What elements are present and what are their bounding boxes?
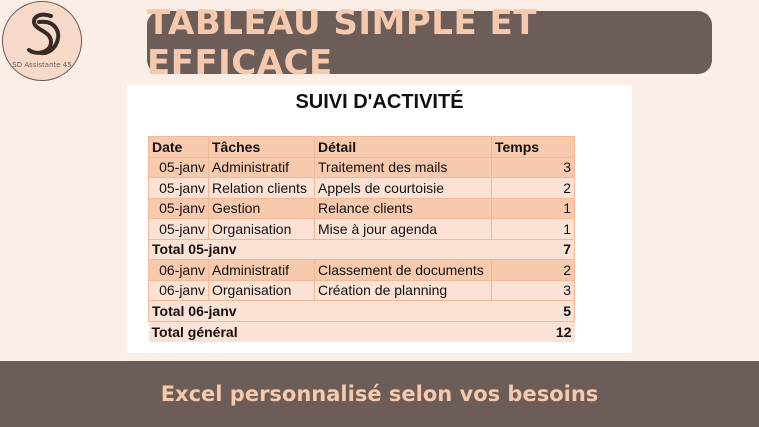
cell-detail: Traitement des mails — [315, 157, 492, 178]
cell-detail: Relance clients — [315, 198, 492, 219]
grand-total-row — [149, 321, 575, 342]
cell-date: 06-janv — [149, 280, 209, 301]
cell-detail: Mise à jour agenda — [315, 219, 492, 240]
cell-tache: Gestion — [209, 198, 315, 219]
cell-tache: Relation clients — [209, 178, 315, 199]
cell-tache: Administratif — [209, 157, 315, 178]
cell-tache: Administratif — [209, 260, 315, 281]
logo-text: SD Assistante 45 — [12, 61, 72, 69]
subtotal-label: Total 05-janv — [149, 239, 492, 260]
cell-date: 06-janv — [149, 260, 209, 281]
cell-detail: Classement de documents — [315, 260, 492, 281]
cell-temps: 1 — [492, 198, 575, 219]
cell-date: 05-janv — [149, 157, 209, 178]
cell-temps: 2 — [492, 260, 575, 281]
cell-tache: Organisation — [209, 219, 315, 240]
table-row — [149, 157, 575, 178]
footer-banner — [0, 361, 759, 427]
table-header-row — [149, 137, 575, 158]
logo — [2, 1, 82, 81]
table-row — [149, 198, 575, 219]
sd-monogram-logo-icon — [21, 10, 65, 60]
header-detail: Détail — [315, 137, 492, 158]
table-row — [149, 280, 575, 301]
subtotal-label: Total 06-janv — [149, 301, 492, 322]
table-row — [149, 260, 575, 281]
subtotal-row — [149, 301, 575, 322]
page-title: TABLEAU SIMPLE ET EFFICACE — [147, 2, 537, 83]
subtotal-value: 7 — [492, 239, 575, 260]
cell-temps: 1 — [492, 219, 575, 240]
grand-total-value: 12 — [492, 321, 575, 342]
footer-text: Excel personnalisé selon vos besoins — [160, 382, 599, 406]
cell-temps: 2 — [492, 178, 575, 199]
cell-temps: 3 — [492, 280, 575, 301]
cell-date: 05-janv — [149, 178, 209, 199]
cell-date: 05-janv — [149, 198, 209, 219]
subtotal-row — [149, 239, 575, 260]
header-taches: Tâches — [209, 137, 315, 158]
cell-detail: Création de planning — [315, 280, 492, 301]
header-date: Date — [149, 137, 209, 158]
table-row — [149, 219, 575, 240]
header-temps: Temps — [492, 137, 575, 158]
cell-tache: Organisation — [209, 280, 315, 301]
subtotal-value: 5 — [492, 301, 575, 322]
cell-temps: 3 — [492, 157, 575, 178]
title-banner — [147, 2, 712, 83]
table-row — [149, 178, 575, 199]
cell-date: 05-janv — [149, 219, 209, 240]
activity-table — [148, 136, 575, 342]
sheet-title: SUIVI D'ACTIVITÉ — [295, 91, 464, 113]
cell-detail: Appels de courtoisie — [315, 178, 492, 199]
grand-total-label: Total général — [149, 321, 492, 342]
spreadsheet-image — [127, 85, 632, 353]
